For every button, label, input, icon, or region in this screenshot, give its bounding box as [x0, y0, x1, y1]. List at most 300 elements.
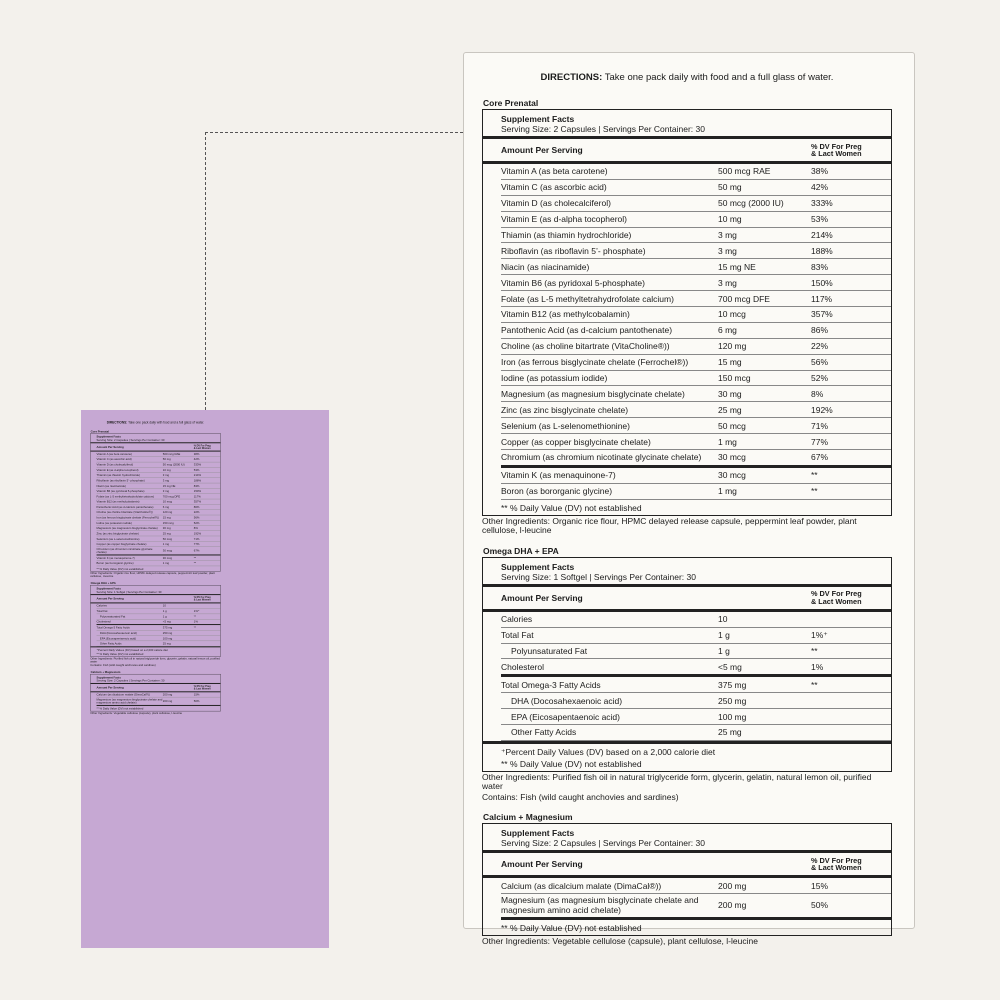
nutrient-row	[501, 180, 891, 196]
nutrient-amount: 3 mg	[162, 478, 170, 483]
nutrient-row	[501, 259, 891, 275]
dv-footnote: ** % Daily Value (DV) not established	[501, 502, 642, 513]
nutrient-dv: 188%	[193, 478, 202, 483]
nutrient-name: Magnesium (as magnesium bisglycinate chelate and magnesium amino acid chelate)	[501, 895, 699, 915]
calcium-rows	[483, 878, 891, 920]
nutrient-dv: 53%	[811, 214, 829, 225]
nutrient-dv: **	[193, 561, 196, 565]
nutrient-amount: 150 mcg	[718, 373, 751, 384]
dv-footnote-percent: ⁺Percent Daily Values (DV) based on a 2,000 calorie diet	[91, 646, 221, 652]
nutrient-name: Cholesterol	[501, 661, 544, 672]
nutrient-amount: 1 g	[162, 614, 167, 619]
dv-footnote: ** % Daily Value (DV) not established	[96, 652, 144, 656]
nutrient-name: Pantothenic Acid (as d-calcium pantothenate)	[96, 505, 154, 509]
nutrient-name: DHA (Docosahexaenoic acid)	[99, 631, 137, 635]
dv-footnote: ** % Daily Value (DV) not established	[501, 758, 642, 769]
nutrient-amount: 10	[162, 604, 166, 608]
dv-header-line1: % DV For Preg	[193, 595, 211, 599]
thumbnail-label-content	[81, 410, 318, 936]
other-ingredients-omega: Other Ingredients: Purified fish oil in natural triglyceride form, glycerin, gelatin, natural lemon oil, purified water	[90, 656, 220, 664]
nutrient-name: Vitamin B12 (as methylcobalamin)	[501, 309, 630, 320]
amount-label: Amount Per Serving	[96, 685, 124, 690]
serving-info: Serving Size: 1 Softgel | Servings Per Container: 30	[96, 590, 162, 594]
nutrient-dv: 42%	[811, 182, 829, 193]
amount-label: Amount Per Serving	[501, 859, 583, 870]
nutrient-name: Polyunsaturated Fat	[99, 614, 126, 619]
nutrient-amount: 120 mg	[162, 510, 173, 514]
nutrient-amount: 500 mcg RAE	[162, 452, 181, 456]
nutrient-dv: 71%	[193, 537, 200, 541]
nutrient-dv: 1%	[193, 620, 198, 624]
nutrient-dv: **	[193, 614, 196, 619]
nutrient-amount: 6 mg	[162, 505, 170, 509]
nutrient-name: Total Fat	[96, 609, 108, 613]
nutrient-row	[501, 339, 891, 355]
nutrient-dv: 67%	[193, 548, 200, 553]
dv-header	[194, 444, 221, 449]
nutrient-dv: 83%	[193, 484, 200, 488]
nutrient-amount: 120 mg	[718, 341, 747, 352]
nutrient-dv: 192%	[811, 404, 833, 415]
nutrient-name: Pantothenic Acid (as d-calcium pantothenate)	[501, 325, 673, 336]
amount-label: Amount Per Serving	[96, 445, 124, 449]
nutrient-name: Calcium (as dicalcium malate (DimaCal®))	[96, 692, 150, 697]
nutrient-amount: 10 mg	[718, 214, 742, 225]
nutrient-name: Copper (as copper bisglycinate chelate)	[501, 436, 651, 447]
nutrient-dv: 150%	[811, 277, 833, 288]
nutrient-amount: 15 mg NE	[718, 261, 756, 272]
nutrient-dv: 117%	[193, 494, 201, 499]
nutrient-name: Zinc (as zinc bisglycinate chelate)	[96, 531, 139, 536]
nutrient-row	[501, 307, 891, 323]
facts-header	[91, 434, 221, 444]
nutrient-amount: 15 mg	[162, 515, 171, 520]
facts-header	[483, 110, 891, 139]
nutrient-name: Total Omega-3 Fatty Acids	[96, 626, 130, 630]
nutrient-dv: 50%	[193, 699, 200, 703]
nutrient-name: Niacin (as niacinamide)	[96, 484, 126, 488]
dv-header	[194, 596, 221, 601]
nutrient-row	[501, 228, 891, 244]
nutrient-name: Calcium (as dicalcium malate (DimaCal®))	[501, 880, 662, 891]
nutrient-dv: 214%	[811, 230, 833, 240]
section-title-calcium: Calcium + Magnesium	[483, 812, 573, 823]
contains-allergen: Contains: Fish (wild caught anchovies and sardines)	[90, 663, 156, 667]
nutrient-name: Copper (as copper bisglycinate chelate)	[96, 542, 147, 546]
nutrient-amount: 10 mcg	[162, 500, 173, 504]
nutrient-amount: 10 mg	[162, 468, 171, 472]
nutrient-dv: 86%	[811, 325, 829, 336]
nutrient-amount: 3 mg	[718, 230, 737, 240]
nutrient-name: Magnesium (as magnesium bisglycinate chelate and magnesium amino acid chelate)	[96, 697, 163, 705]
nutrient-name: Choline (as choline bitartrate (VitaCholine®))	[96, 510, 153, 514]
nutrient-amount: <5 mg	[162, 620, 171, 624]
nutrient-dv: 8%	[811, 388, 824, 399]
nutrient-amount: 25 mg	[162, 531, 171, 536]
nutrient-name: Total Fat	[501, 630, 534, 641]
nutrient-row	[501, 644, 891, 660]
contains-allergen: Contains: Fish (wild caught anchovies and sardines)	[482, 791, 679, 802]
nutrient-row	[501, 386, 891, 402]
nutrient-row	[501, 371, 891, 387]
serving-info: Serving Size: 2 Capsules | Servings Per Container: 30	[501, 124, 705, 134]
nutrient-row	[501, 323, 891, 339]
thumbnail-label-copy	[90, 421, 221, 715]
nutrient-name: Boron (as bororganic glycine)	[501, 486, 613, 497]
nutrient-name: EPA (Eicosapentaenoic acid)	[99, 636, 137, 640]
nutrient-dv: 77%	[193, 542, 200, 546]
amount-header-row	[91, 443, 221, 451]
nutrient-amount: 10	[718, 614, 728, 625]
nutrient-row	[97, 547, 221, 556]
nutrient-amount: 700 mcg DFE	[718, 293, 770, 304]
directions-body: Take one pack daily with food and a full glass of water.	[604, 72, 834, 83]
nutrient-dv: **	[811, 470, 818, 481]
facts-table-calcium	[482, 823, 892, 936]
connector-line-vertical	[205, 132, 206, 410]
amount-header-row	[483, 853, 891, 878]
amount-header-row	[483, 587, 891, 612]
dv-header	[194, 685, 221, 690]
nutrient-name: Thiamin (as thiamin hydrochloride)	[501, 230, 632, 240]
facts-title: Supplement Facts	[501, 561, 575, 572]
nutrient-amount: 375 mg	[718, 679, 747, 690]
nutrient-amount: 1 mg	[162, 561, 170, 565]
nutrient-name: Selenium (as L-selenomethionine)	[96, 537, 140, 541]
nutrient-amount: 1 mg	[162, 542, 170, 546]
nutrient-amount: 3 mg	[718, 245, 737, 256]
nutrient-dv: **	[193, 556, 196, 560]
facts-title: Supplement Facts	[96, 675, 121, 679]
core-rows	[483, 164, 891, 500]
nutrient-row	[97, 697, 221, 706]
amount-header-row	[91, 595, 221, 603]
nutrient-dv: 53%	[193, 468, 200, 472]
dv-header	[811, 143, 891, 158]
nutrient-name: Selenium (as L-selenomethionine)	[501, 420, 630, 431]
nutrient-amount: 200 mg	[718, 900, 747, 911]
nutrient-row	[501, 612, 891, 628]
serving-info: Serving Size: 1 Softgel | Servings Per Container: 30	[501, 571, 696, 582]
nutrient-name: Iron (as ferrous bisglycinate chelate (Ferrochel®))	[501, 357, 689, 368]
nutrient-name: Iodine (as potassium iodide)	[501, 373, 608, 384]
nutrient-amount: 1 g	[718, 630, 730, 641]
serving-info: Serving Size: 2 Capsules | Servings Per Container: 30	[96, 678, 165, 683]
nutrient-amount: 1 g	[718, 646, 730, 657]
label-content	[482, 53, 892, 957]
nutrient-dv: 56%	[811, 357, 829, 368]
nutrient-dv: 42%	[193, 457, 200, 462]
nutrient-dv: 15%	[193, 692, 200, 697]
nutrient-row	[501, 628, 891, 644]
nutrient-name: Chromium (as chromium nicotinate glycinate chelate)	[501, 451, 702, 462]
dv-header	[811, 590, 891, 605]
nutrient-row	[501, 468, 891, 484]
nutrient-row	[501, 677, 891, 693]
nutrient-amount: 25 mg	[718, 404, 742, 415]
nutrient-dv: **	[811, 646, 818, 657]
dv-header	[811, 857, 891, 872]
dv-footnote: ** % Daily Value (DV) not established	[96, 567, 144, 571]
nutrient-name: Thiamin (as thiamin hydrochloride)	[96, 473, 140, 477]
directions-text	[482, 72, 892, 83]
nutrient-name: Folate (as L-5 methyltetrahydrofolate calcium)	[96, 494, 155, 499]
nutrient-name: Vitamin C (as ascorbic acid)	[501, 182, 607, 193]
facts-table-calcium	[90, 674, 221, 712]
nutrient-amount: 100 mg	[718, 711, 747, 722]
nutrient-dv: 50%	[811, 900, 829, 911]
nutrient-amount: 25 mg	[718, 727, 742, 738]
nutrient-dv: 1%	[811, 661, 824, 672]
nutrient-name: Vitamin B6 (as pyridoxal 5-phosphate)	[96, 489, 145, 493]
nutrient-name: Iron (as ferrous bisglycinate chelate (Ferrochel®))	[96, 515, 159, 520]
nutrient-dv: 188%	[811, 245, 833, 256]
nutrient-amount: 15 mg	[718, 357, 742, 368]
facts-table-omega	[482, 557, 892, 772]
dv-header-line2: & Lact Women	[811, 149, 862, 158]
nutrient-amount: 30 mcg	[718, 451, 746, 462]
omega-rows	[483, 612, 891, 741]
other-ingredients-core: Other Ingredients: Organic rice flour, HPMC delayed release capsule, peppermint leaf powder, plant cellulose, l-leucine	[90, 571, 215, 578]
calcium-rows	[91, 692, 221, 706]
nutrient-row	[501, 418, 891, 434]
nutrient-name: Calories	[96, 604, 107, 608]
nutrient-dv: 52%	[811, 373, 829, 384]
nutrient-amount: 30 mg	[162, 526, 171, 530]
nutrient-dv: 77%	[811, 436, 829, 447]
nutrient-name: Vitamin C (as ascorbic acid)	[96, 457, 132, 462]
nutrient-amount: 250 mg	[718, 695, 747, 706]
nutrient-amount: 375 mg	[162, 626, 173, 630]
facts-header	[91, 585, 221, 595]
nutrient-name: Magnesium (as magnesium bisglycinate chelate)	[96, 526, 158, 530]
dv-header-line2: & Lact Women	[193, 598, 211, 602]
nutrient-row	[501, 659, 891, 677]
dv-header-line1: % DV For Preg	[193, 684, 211, 688]
nutrient-name: Magnesium (as magnesium bisglycinate chelate)	[501, 388, 685, 399]
nutrient-amount: 1 mg	[718, 486, 737, 497]
nutrient-name: Iodine (as potassium iodide)	[96, 521, 132, 525]
nutrient-name: Polyunsaturated Fat	[511, 646, 588, 657]
nutrient-name: Riboflavin (as riboflavin 5’- phosphate)	[96, 478, 145, 483]
nutrient-amount: 10 mcg	[718, 309, 746, 320]
nutrient-amount: 500 mcg RAE	[718, 166, 771, 177]
nutrient-name: Vitamin K (as menaquinone-7)	[96, 556, 135, 560]
nutrient-row	[501, 196, 891, 212]
nutrient-dv: 71%	[811, 420, 829, 431]
nutrient-name: Other Fatty Acids	[511, 727, 577, 738]
dv-footnote-percent: ⁺Percent Daily Values (DV) based on a 2,000 calorie diet	[483, 741, 891, 759]
nutrient-name: Vitamin B6 (as pyridoxal 5-phosphate)	[501, 277, 645, 288]
serving-info: Serving Size: 2 Capsules | Servings Per Container: 30	[96, 438, 165, 442]
amount-label: Amount Per Serving	[501, 592, 583, 603]
omega-rows	[91, 603, 221, 646]
nutrient-name: Other Fatty Acids	[99, 641, 122, 646]
dv-header-line1: % DV For Preg	[811, 855, 862, 865]
nutrient-name: DHA (Docosahexaenoic acid)	[511, 695, 623, 706]
section-title-core: Core Prenatal	[90, 429, 109, 433]
nutrient-dv: 214%	[193, 473, 202, 477]
nutrient-name: Zinc (as zinc bisglycinate chelate)	[501, 404, 629, 415]
facts-table-core	[90, 433, 221, 571]
nutrient-row	[501, 450, 891, 468]
nutrient-dv: 192%	[193, 531, 202, 536]
nutrient-amount: 250 mg	[162, 631, 173, 635]
nutrient-row	[501, 693, 891, 709]
other-ingredients-calcium: Other Ingredients: Vegetable cellulose (capsule), plant cellulose, l-leucine	[482, 936, 758, 947]
other-ingredients-calcium: Other Ingredients: Vegetable cellulose (capsule), plant cellulose, l-leucine	[90, 711, 183, 715]
nutrient-dv: 357%	[811, 309, 833, 320]
nutrient-name: Choline (as choline bitartrate (VitaCholine®))	[501, 341, 670, 352]
amount-label: Amount Per Serving	[501, 145, 583, 155]
directions-lead: DIRECTIONS:	[540, 72, 603, 83]
nutrient-name: Vitamin E (as d-alpha tocopherol)	[96, 468, 139, 472]
nutrient-amount: 50 mg	[162, 457, 171, 462]
dv-footnote: ** % Daily Value (DV) not established	[501, 923, 642, 934]
nutrient-row	[501, 484, 891, 500]
amount-label: Amount Per Serving	[96, 597, 124, 601]
nutrient-row	[501, 725, 891, 741]
nutrient-amount: 3 mg	[718, 277, 737, 288]
dv-header-line2: & Lact Women	[193, 446, 211, 450]
nutrient-name: Vitamin E (as d-alpha tocopherol)	[501, 214, 627, 225]
nutrient-amount: <5 mg	[718, 661, 742, 672]
nutrient-amount: 25 mg	[162, 641, 171, 646]
dv-header-line2: & Lact Women	[811, 596, 862, 606]
facts-title: Supplement Facts	[501, 114, 575, 124]
dv-footnote: ** % Daily Value (DV) not established	[96, 707, 144, 711]
nutrient-amount: 50 mcg (2000 IU)	[162, 462, 185, 467]
nutrient-dv: 67%	[811, 451, 829, 462]
section-title-omega: Omega DHA + EPA	[483, 545, 559, 556]
nutrient-name: Boron (as bororganic glycine)	[96, 561, 134, 565]
nutrient-name: Vitamin D (as cholecalciferol)	[501, 198, 611, 209]
dv-header-line1: % DV For Preg	[811, 141, 862, 151]
facts-header	[483, 558, 891, 587]
directions-lead: DIRECTIONS:	[106, 420, 128, 425]
nutrient-row	[501, 878, 891, 894]
connector-line-horizontal	[205, 132, 463, 133]
nutrient-dv: **	[811, 486, 818, 497]
nutrient-name: Cholesterol	[96, 620, 111, 624]
nutrient-amount: 15 mg NE	[162, 484, 176, 488]
other-ingredients-omega: Other Ingredients: Purified fish oil in natural triglyceride form, glycerin, gelatin, natural lemon oil, purified water	[482, 771, 872, 792]
nutrient-name: Riboflavin (as riboflavin 5’- phosphate)	[501, 245, 646, 256]
nutrient-row	[501, 402, 891, 418]
nutrient-amount: 150 mcg	[162, 521, 174, 525]
nutrient-dv: 38%	[811, 166, 829, 177]
nutrient-amount: 50 mcg (2000 IU)	[718, 198, 784, 209]
section-title-core: Core Prenatal	[483, 98, 539, 108]
amount-header-row	[483, 139, 891, 164]
nutrient-row	[501, 212, 891, 228]
nutrient-name: Vitamin A (as beta carotene)	[501, 166, 608, 177]
facts-title: Supplement Facts	[96, 434, 121, 439]
nutrient-row	[501, 164, 891, 180]
nutrient-amount: 6 mg	[718, 325, 737, 336]
nutrient-dv: 333%	[811, 198, 833, 209]
nutrient-amount: 30 mcg	[162, 548, 173, 553]
facts-header	[483, 824, 891, 853]
nutrient-name: Niacin (as niacinamide)	[501, 261, 590, 272]
nutrient-dv: 15%	[811, 880, 829, 891]
nutrient-amount: 200 mg	[162, 699, 173, 703]
nutrient-name: EPA (Eicosapentaenoic acid)	[511, 711, 620, 722]
nutrient-amount: 50 mg	[718, 182, 742, 193]
nutrient-row	[501, 709, 891, 725]
nutrient-dv: 52%	[193, 521, 200, 525]
amount-header-row	[91, 684, 221, 692]
nutrient-amount: 3 mg	[162, 473, 170, 477]
nutrient-amount: 700 mcg DFE	[162, 494, 181, 499]
section-title-calcium: Calcium + Magnesium	[90, 670, 121, 674]
nutrient-amount: 1 g	[162, 609, 167, 613]
nutrient-amount: 100 mg	[162, 636, 173, 640]
nutrient-name: Chromium (as chromium nicotinate glycinate chelate)	[96, 547, 153, 554]
dv-header-line1: % DV For Preg	[811, 589, 862, 599]
nutrient-amount: 30 mg	[718, 388, 742, 399]
facts-table-omega	[90, 585, 221, 657]
nutrient-amount: 200 mg	[162, 692, 173, 697]
nutrient-dv: 22%	[193, 510, 200, 514]
dv-header-line2: & Lact Women	[193, 687, 211, 691]
nutrient-row	[501, 243, 891, 259]
nutrient-amount: 50 mcg	[718, 420, 746, 431]
section-title-omega: Omega DHA + EPA	[90, 581, 116, 585]
nutrient-name: Folate (as L-5 methyltetrahydrofolate calcium)	[501, 293, 674, 304]
nutrient-dv: 22%	[811, 341, 829, 352]
nutrient-dv: 83%	[811, 261, 829, 272]
nutrient-name: Calories	[501, 614, 533, 625]
nutrient-dv: 38%	[193, 452, 200, 456]
nutrient-name: Vitamin A (as beta carotene)	[96, 452, 133, 456]
nutrient-row	[501, 291, 891, 307]
product-box-thumbnail	[81, 410, 329, 948]
nutrient-amount: 30 mcg	[162, 556, 173, 560]
nutrient-amount: 30 mcg	[718, 470, 746, 481]
nutrient-dv: 150%	[193, 489, 202, 493]
nutrient-amount: 1 mg	[718, 436, 737, 447]
facts-title: Supplement Facts	[501, 828, 575, 839]
core-rows	[91, 452, 221, 566]
nutrient-name: Total Omega-3 Fatty Acids	[501, 679, 601, 690]
nutrient-name: Vitamin D (as cholecalciferol)	[96, 462, 134, 467]
dv-header-line1: % DV For Preg	[193, 444, 211, 448]
facts-table-core	[482, 109, 892, 516]
nutrient-row	[501, 275, 891, 291]
supplement-label-panel	[463, 52, 915, 947]
nutrient-amount: 3 mg	[162, 489, 170, 493]
dv-header-line2: & Lact Women	[811, 863, 862, 873]
nutrient-dv: 357%	[193, 500, 202, 504]
nutrient-amount: 50 mcg	[162, 537, 173, 541]
nutrient-name: Vitamin B12 (as methylcobalamin)	[96, 500, 140, 504]
nutrient-dv: 8%	[193, 526, 198, 530]
directions-body: Take one pack daily with food and a full glass of water.	[128, 420, 205, 425]
nutrient-dv: 117%	[811, 293, 833, 304]
nutrient-dv: 86%	[193, 505, 200, 509]
other-ingredients-core: Other Ingredients: Organic rice flour, HPMC delayed release capsule, peppermint leaf powder, plant cellulose, l-leucine	[482, 515, 857, 536]
nutrient-dv: 1%⁺	[811, 629, 828, 640]
facts-header	[91, 674, 221, 684]
serving-info: Serving Size: 2 Capsules | Servings Per Container: 30	[501, 838, 705, 849]
nutrient-dv: **	[193, 626, 196, 630]
nutrient-dv: 56%	[193, 515, 200, 520]
facts-title: Supplement Facts	[96, 586, 121, 591]
nutrient-dv: **	[811, 679, 818, 690]
nutrient-dv: 1%⁺	[193, 609, 200, 613]
nutrient-amount: 200 mg	[718, 880, 747, 891]
